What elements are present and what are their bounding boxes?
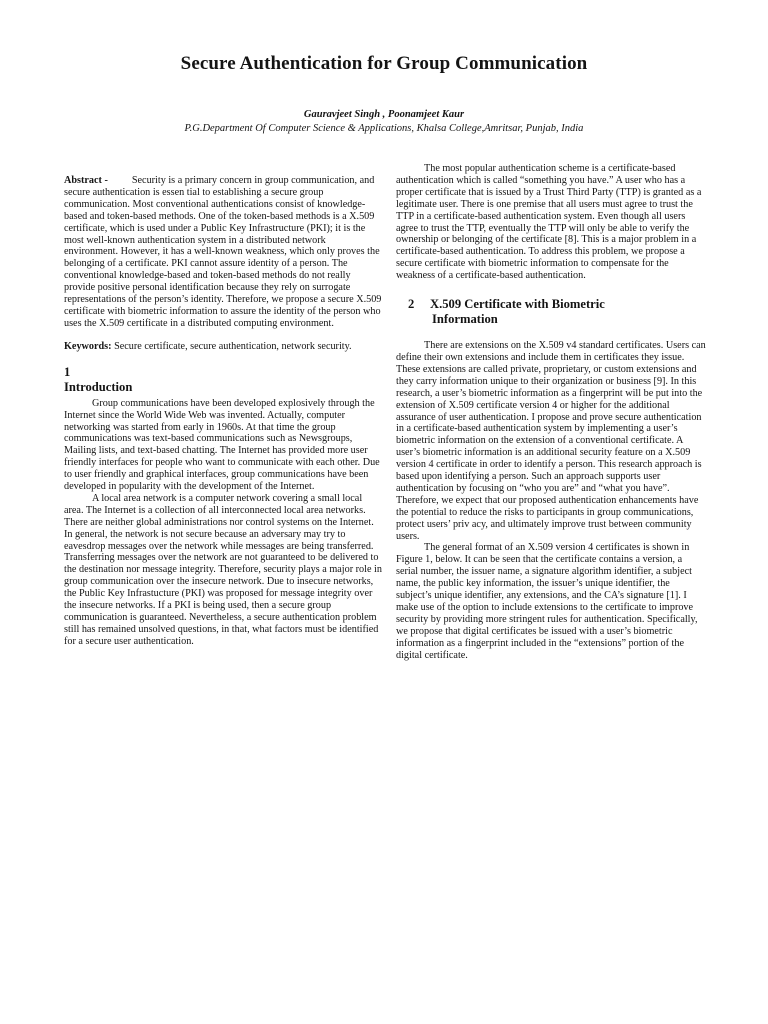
section-1-paragraph: Group communications have been developed explosively through the Internet since the World Wide Web was invented. Actually, computer networking was started from early in 1960s. At that time the group communications was text-based communications such as Newsgroups, Mailing lists, and text-based chatting. The Internet has provided more user friendly interfaces for people who want to communicate with each other. Due to user friendly and graphical interfaces, group communications have been developed in popularity with the development of the Internet.: [64, 397, 380, 493]
paper-title: Secure Authentication for Group Communication: [180, 53, 588, 74]
keywords-label: Keywords:: [64, 340, 112, 352]
section-2-paragraph: There are extensions on the X.509 v4 standard certificates. Users can define their own extensions and include them in certificates they issue. These extensions are called private, proprietary, or custom extensions and they carry information unique to their organization or business [9]. In this research, a user’s biometric information as a fingerprint will be put into the extension of X.509 certificate version 4 or higher for the additional assurance of user authentication. I propose and prove secure authentication in a certificate-based authentication system by implementing a user’s biometric information on the extension of a conventional certificate. A user’s biometric information is an additional security feature on a X.509 version 4 certificate in order to identify a person. This research approach is based upon identifying a person. Such an approach supports user authentication by focusing on “who you are” and “what you have”. Therefore, we expect that our proposed authentication enhancements have the potential to reduce the risks to participants in group communications, protect users’ priv acy, and ultimately improve trust between community users.: [396, 340, 706, 542]
section-1-title: Introduction: [64, 379, 133, 394]
section-1-paragraph: A local area network is a computer network covering a small local area. The Internet is a collection of all interconnected local area networks. There are neither global administrations nor control systems on the Internet. In general, the network is not secure because an adversary may try to eavesdrop messages over the network while messages are being transferred. Transferring messages over the network are not guaranteed to be delivered to the destination nor message integrity. Therefore, security plays a major role in group communication over the insecure network. Due to insecure networks, the Public Key Infrastucture (PKI) was proposed for message integrity over the insecure networks. If a PKI is being used, then a secure group communication is guaranteed. Nevertheless, a secure authentication problem still has remained unsolved questions, in that, what factors must be identified for a secure user authentication.: [64, 492, 382, 647]
section-1-number: 1: [64, 364, 71, 379]
abstract-text: Security is a primary concern in group communication, and secure authentication is essen tial to establishing a secure group communication. Most conventional authentications consist of knowledge-based and token-based methods. One of the token-based methods is a X.509 certificate, which is used under a Public Key Infrastructure (PKI); it is the most well-known authentication system in a distributed network environment. However, it has a well-known weakness, which only proves the belonging of a certificate. PKI cannot assure identity of a person. The conventional knowledge-based and token-based methods do not really provide positive personal identification because they rely on surrogate representations of the person’s identity. Therefore, we propose a secure X.509 certificate with biometric information to assure the identity of the person who uses the X.509 certificate in a distributed computing environment.: [64, 175, 382, 329]
section-2-title-line-1: X.509 Certificate with Biometric: [430, 297, 605, 312]
section-2-number: 2: [408, 297, 415, 312]
section-2-title-line-2: Information: [432, 312, 498, 327]
keywords: [64, 341, 382, 353]
section-2-heading: [396, 297, 706, 327]
intro-continuation-paragraph: The most popular authentication scheme is a certificate-based authentication which is called “something you have.” A user who has a proper certificate that is issued by a Trust Third Party (TTP) is granted as a legitimate user. There is one premise that all users must agree to trust the TTP in a certificate-based authentication system. Even though all users agree to trust the TTP, eventually the TTP will only be able to verify the ownership or belonging of the certificate [8]. This is a major problem in a certificate-based authentication. To address this problem, we propose a secure certificate with biometric information to compensate for the weakness of a certificate-based authentication.: [396, 163, 702, 282]
left-column: [64, 175, 382, 648]
paper-authors: Gauravjeet Singh , Poonamjeet Kaur: [303, 109, 465, 120]
abstract: [64, 175, 382, 330]
paper-affiliation: P.G.Department Of Computer Science & Applications, Khalsa College,Amritsar, Punjab, India: [184, 123, 584, 134]
abstract-label: Abstract -: [64, 175, 108, 186]
right-column: [396, 163, 706, 662]
keywords-text: Secure certificate, secure authentication, network security.: [111, 340, 352, 352]
section-2-paragraph: The general format of an X.509 version 4 certificates is shown in Figure 1, below. It can be seen that the certificate contains a version, a serial number, the issuer name, a signature algorithm identifier, a subject name, the public key information, the issuer’s unique identifier, the subject’s unique identifier, any extensions, and the CA’s signature [1]. I make use of the option to include extensions to the certificate to improve security by providing more stringent rules for authentication. Specifically, we propose that digital certificates be issued with a user’s biometric information as a fingerprint included in the “extensions” portion of the digital certificate.: [396, 542, 698, 661]
